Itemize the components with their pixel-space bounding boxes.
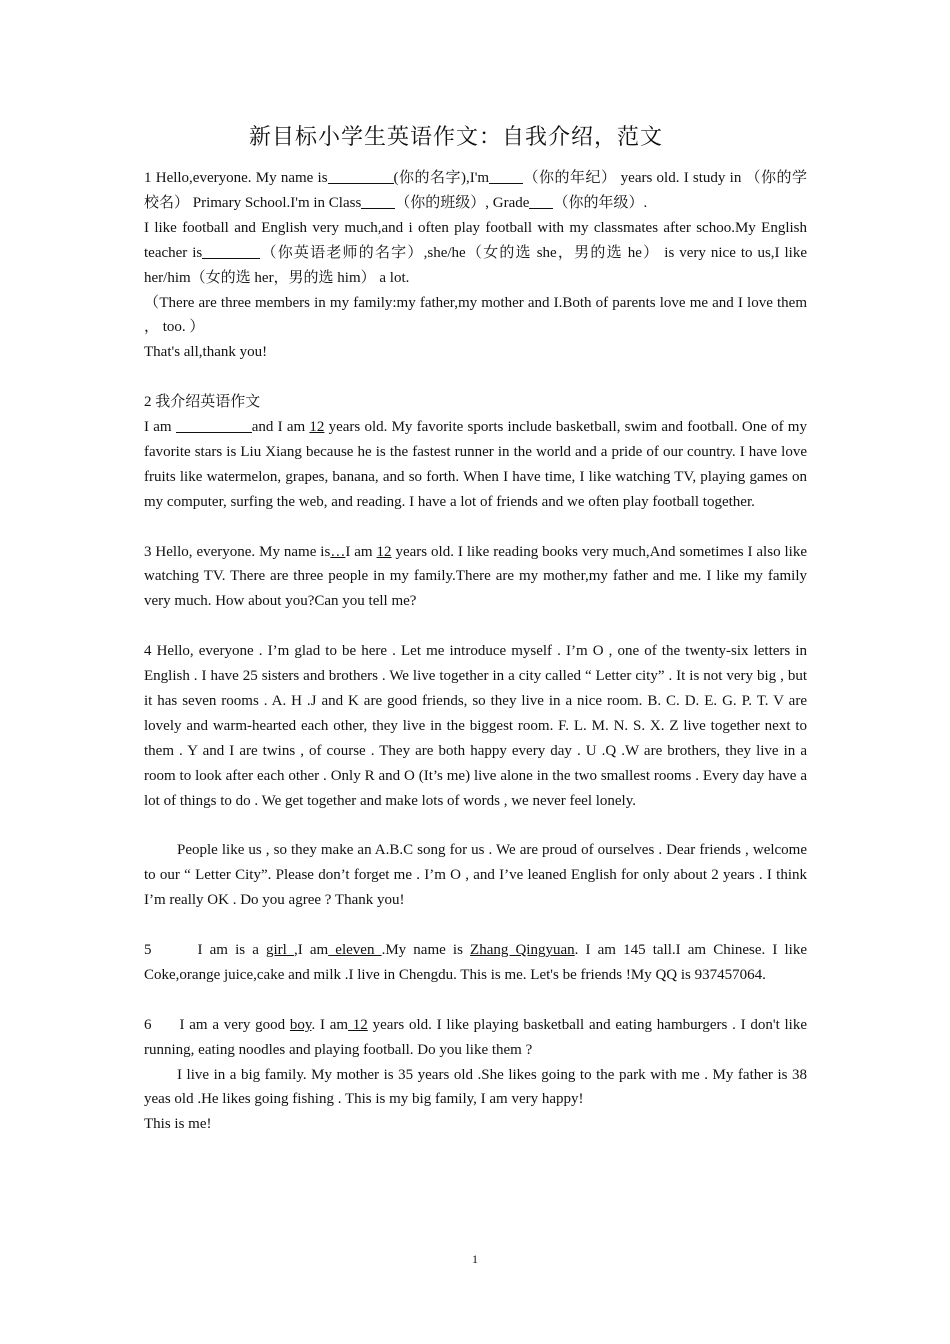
essay-5-paragraph: 5 I am is a girl ,I am eleven .My name is Zhang Qingyuan. I am 145 tall.I am Chinese. I like Coke,orange juice,cake and milk .I live in Chengdu. This is me. Let's be friends !My QQ is 937457064.	[144, 942, 808, 983]
essay-2-heading: 2 我介绍英语作文	[144, 394, 261, 411]
age-value: 12	[309, 419, 325, 436]
essay-6-paragraph-1: 6 I am a very good boy. I am 12 years old. I like playing basketball and eating hamburgers . I don't like running, eating noodles and playing football. Do you like them ?	[144, 1016, 807, 1058]
essay-1-paragraph-3: （There are three members in my family:my father,my mother and I.Both of parents love me and I love them ， too. ）	[144, 294, 807, 336]
teacher-name-blank	[202, 244, 260, 259]
gender-value: girl	[266, 942, 294, 959]
name-blank	[176, 418, 252, 433]
class-blank	[361, 194, 395, 209]
essay-1-paragraph-2: I like football and English very much,and i often play football with my classmates after schoo.My English teacher is （你英语老师的名字）,she/he（女的选 she，男的选 he） is very nice to us,I like her/him（女的选 her，男的选 him） a lot.	[144, 219, 807, 286]
age-value: 12	[376, 543, 392, 560]
name-value: Zhang Qingyuan	[470, 942, 575, 959]
essay-6-paragraph-2: I live in a big family. My mother is 35 years old .She likes going to the park with me . My father is 38 yeas old .He likes going fishing . This is my big family, I am very happy!	[144, 1066, 807, 1108]
gender-value: boy	[289, 1016, 312, 1033]
page-number: 1	[472, 1252, 478, 1266]
essay-3-paragraph: 3 Hello, everyone. My name is…I am 12 years old. I like reading books very much,And sometimes I also like watching TV. There are three people in my family.There are my mother,my father and me. I like my family very much. How about you?Can you tell me?	[144, 543, 807, 610]
essay-1-paragraph: 1 Hello,everyone. My name is (你的名字),I'm （你的年纪） years old. I study in （你的学校名） Primary School.I'm in Class （你的班级）, Grade （你的年级）.	[144, 170, 807, 211]
essay-4-paragraph-2: People like us , so they make an A.B.C song for us . We are proud of ourselves . Dear friends , welcome to our “ Letter City”. Please don’t forget me . I’m O , and I’ve leaned English for only about 2 years . I think I’m really OK . Do you agree ? Thank you!	[144, 842, 807, 909]
name-dots: …	[330, 543, 346, 560]
essay-4-paragraph-1: 4 Hello, everyone . I’m glad to be here . Let me introduce myself . I’m O , one of the twenty-six letters in English . I have 25 sisters and brothers . We live together in a city called “ Letter city” . It is not very big , but it has seven rooms . A. H .J and K are good friends, so they live in a nice room. B. C. D. E. G. P. T. V are lovely and warm-hearted each other, they live in the biggest room. F. L. M. N. S. X. Z live together next to them . Y and I are twins , of course . They are both happy every day . U .Q .W are brothers, they live in a room to look after each other . Only R and O (It’s me) live alone in the two smallest rooms . Every day have a lot of things to do . We get together and make lots of words , we never feel lonely.	[144, 643, 807, 809]
essay-1-closing: That's all,thank you!	[144, 344, 268, 361]
document-title: 新目标小学生英语作文：自我介绍，范文	[248, 124, 663, 149]
grade-blank	[529, 194, 553, 209]
age-blank	[489, 169, 523, 184]
name-blank	[328, 169, 394, 184]
age-value: eleven	[328, 942, 382, 959]
age-value: 12	[348, 1016, 368, 1033]
essay-6-closing: This is me!	[144, 1116, 212, 1133]
document-body	[144, 166, 807, 1137]
essay-2-paragraph: I am and I am 12 years old. My favorite sports include basketball, swim and football. One of my favorite stars is Liu Xiang because he is the fastest runner in the world and a pride of our country. I have love fruits like watermelon, grapes, banana, and so forth. When I have time, I like watching TV, playing games on my computer, surfing the web, and reading. I have a lot of friends and we often play football together.	[144, 419, 807, 510]
